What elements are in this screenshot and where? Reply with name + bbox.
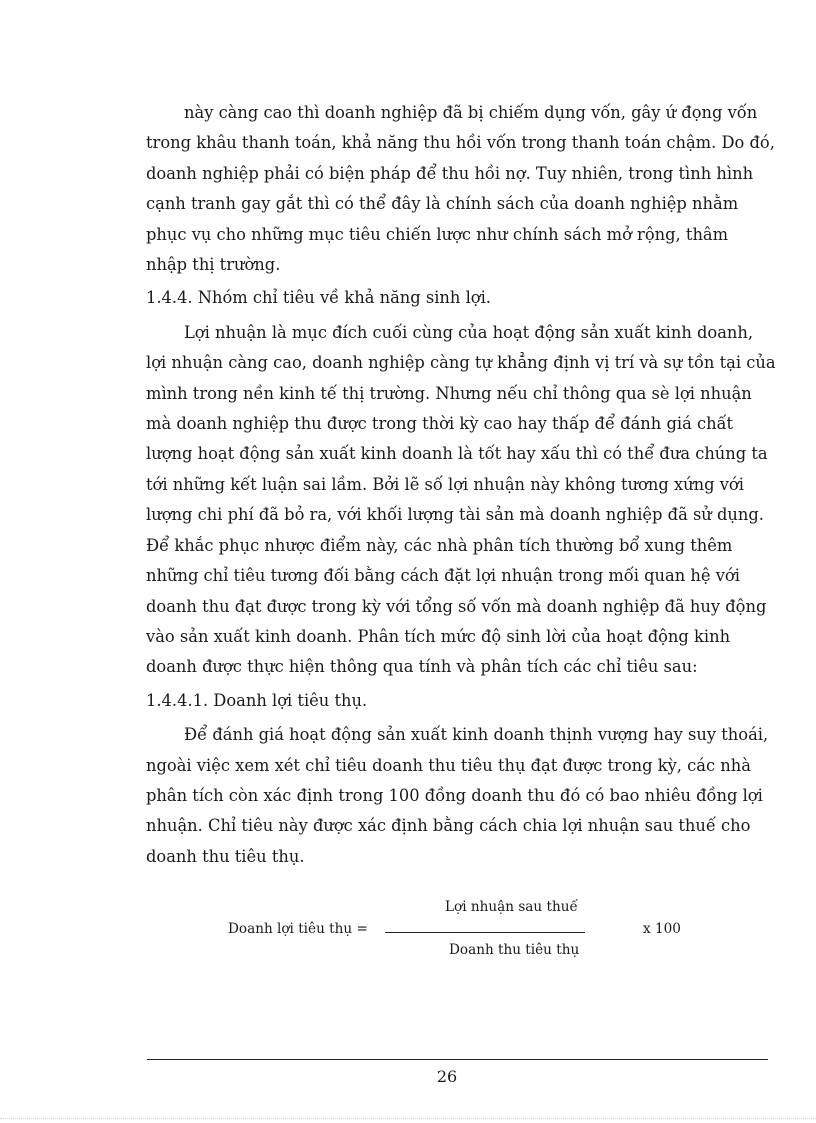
paragraph-line: những chỉ tiêu tương đối bằng cách đặt lợi nhuận trong mối quan hệ với [146,566,740,586]
paragraph-line: doanh thu tiêu thụ. [146,846,305,866]
formula-multiplier: x 100 [643,921,681,937]
paragraph-line: lượng hoạt động sản xuất kinh doanh là tốt hay xấu thì có thể đưa chúng ta [146,444,768,464]
subsection-heading-sales-margin: 1.4.4.1. Doanh lợi tiêu thụ. [146,690,368,710]
paragraph-accounts-receivable [146,98,775,280]
paragraph-profit-purpose [146,318,776,683]
paragraph-line: phục vụ cho những mục tiêu chiến lược như chính sách mở rộng, thâm [146,224,729,244]
section-heading-profitability: 1.4.4. Nhóm chỉ tiêu về khả năng sinh lợi. [146,288,491,308]
formula-label: Doanh lợi tiêu thụ = [228,921,368,937]
page-bottom-edge [0,1118,816,1119]
formula-denominator: Doanh thu tiêu thụ [449,942,580,958]
paragraph-line: doanh thu đạt được trong kỳ với tổng số vốn mà doanh nghiệp đã huy động [146,596,767,616]
paragraph-line: tới những kết luận sai lầm. Bởi lẽ số lợi nhuận này không tương xứng với [146,474,744,494]
fraction-bar [385,932,585,933]
paragraph-line: lượng chi phí đã bỏ ra, với khối lượng tài sản mà doanh nghiệp đã sử dụng. [146,505,764,525]
page-body [146,98,776,958]
paragraph-line: lợi nhuận càng cao, doanh nghiệp càng tự khẳng định vị trí và sự tồn tại của [146,353,776,373]
paragraph-line: doanh được thực hiện thông qua tính và phân tích các chỉ tiêu sau: [146,657,698,677]
paragraph-line: mà doanh nghiệp thu được trong thời kỳ cao hay thấp để đánh giá chất [146,414,734,434]
paragraph-line: nhập thị trường. [146,255,281,275]
paragraph-line: nhuận. Chỉ tiêu này được xác định bằng cách chia lợi nhuận sau thuế cho [146,816,751,836]
formula-numerator: Lợi nhuận sau thuế [445,899,578,915]
paragraph-line: doanh nghiệp phải có biện pháp để thu hồi nợ. Tuy nhiên, trong tình hình [146,163,754,183]
paragraph-line: cạnh tranh gay gắt thì có thể đây là chính sách của doanh nghiệp nhằm [146,194,739,214]
paragraph-line: Để khắc phục nhược điểm này, các nhà phân tích thường bổ xung thêm [146,535,733,555]
paragraph-line: phân tích còn xác định trong 100 đồng doanh thu đó có bao nhiêu đồng lợi [146,785,763,805]
page-number [0,1067,816,1086]
paragraph-line: vào sản xuất kinh doanh. Phân tích mức độ sinh lời của hoạt động kinh [146,626,731,646]
paragraph-line: Lợi nhuận là mục đích cuối cùng của hoạt động sản xuất kinh doanh, [184,322,754,342]
footer-divider [147,1059,768,1060]
formula-sales-margin [146,894,728,964]
paragraph-line: này càng cao thì doanh nghiệp đã bị chiếm dụng vốn, gây ứ đọng vốn [184,103,758,122]
paragraph-line: ngoài việc xem xét chỉ tiêu doanh thu tiêu thụ đạt được trong kỳ, các nhà [146,755,751,775]
page-number-text: 26 [436,1067,458,1086]
paragraph-line: trong khâu thanh toán, khả năng thu hồi vốn trong thanh toán chậm. Do đó, [146,133,775,153]
paragraph-sales-margin [146,720,769,872]
paragraph-line: Để đánh giá hoạt động sản xuất kinh doanh thịnh vượng hay suy thoái, [184,725,769,745]
paragraph-line: mình trong nền kinh tế thị trường. Nhưng nếu chỉ thông qua sè lợi nhuận [146,383,752,403]
